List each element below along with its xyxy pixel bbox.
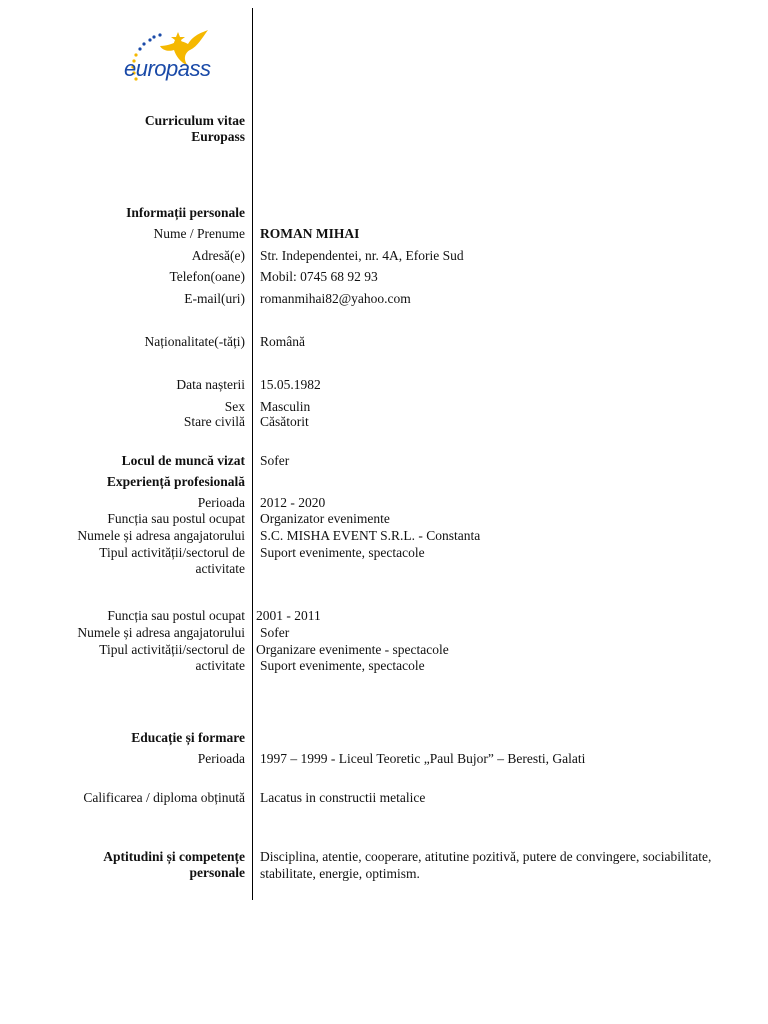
cv-title-line1: Curriculum vitae: [144, 113, 245, 128]
label-period-1: Perioada: [197, 495, 245, 510]
value-sex: Masculin: [260, 399, 311, 414]
label-skills-a: Aptitudini și competențe: [103, 849, 245, 864]
label-activity-2a: Tipul activității/sectorul de: [99, 642, 245, 657]
value-nationality: Română: [260, 334, 305, 349]
label-sex: Sex: [224, 399, 245, 414]
label-function-1: Funcția sau postul ocupat: [107, 511, 245, 526]
value-period-2: 2001 - 2011: [256, 608, 321, 623]
value-period-1: 2012 - 2020: [260, 495, 326, 510]
label-email: E-mail(uri): [184, 291, 245, 306]
value-line-3: Organizare evenimente - spectacole: [256, 642, 449, 657]
value-line-4: Suport evenimente, spectacole: [260, 658, 425, 673]
label-employer-2: Numele și adresa angajatorului: [77, 625, 245, 640]
value-name: ROMAN MIHAI: [260, 226, 360, 241]
label-activity-1b: activitate: [195, 561, 245, 576]
label-job: Locul de muncă vizat: [121, 453, 245, 468]
value-function-1: Organizator evenimente: [260, 511, 390, 526]
label-skills-b: personale: [189, 865, 245, 880]
section-heading-experience: Experiență profesională: [106, 474, 245, 489]
label-employer-1: Numele și adresa angajatorului: [77, 528, 245, 543]
value-phone: Mobil: 0745 68 92 93: [260, 269, 378, 284]
label-phone: Telefon(oane): [169, 269, 245, 284]
label-nationality: Naționalitate(-tăți): [144, 334, 245, 349]
value-edu-period: 1997 – 1999 - Liceul Teoretic „Paul Bujor” – Beresti, Galati: [260, 751, 586, 766]
wordmark-text: europass: [124, 56, 211, 81]
value-civil: Căsătorit: [260, 414, 309, 429]
value-address: Str. Independentei, nr. 4A, Eforie Sud: [260, 248, 464, 263]
label-birth: Data nașterii: [176, 377, 245, 392]
label-edu-period: Perioada: [197, 751, 245, 766]
europass-wordmark: [124, 56, 211, 82]
value-job: Sofer: [260, 453, 290, 468]
value-skills: Disciplina, atentie, cooperare, atitutine pozitivă, putere de convingere, sociabilitate, stabilitate, energie, optimism.: [260, 849, 712, 881]
value-qualification: Lacatus in constructii metalice: [260, 790, 426, 805]
label-name: Nume / Prenume: [153, 226, 245, 241]
label-address: Adresă(e): [191, 248, 245, 263]
label-civil: Stare civilă: [183, 414, 245, 429]
europass-logo: [118, 28, 236, 92]
value-line-2: Sofer: [260, 625, 290, 640]
value-employer-1: S.C. MISHA EVENT S.R.L. - Constanta: [260, 528, 481, 543]
label-function-2: Funcția sau postul ocupat: [107, 608, 245, 623]
value-email[interactable]: romanmihai82@yahoo.com: [260, 291, 411, 306]
section-heading-education: Educație și formare: [131, 730, 245, 745]
column-divider: [252, 8, 253, 900]
label-activity-2b: activitate: [195, 658, 245, 673]
value-activity-1: Suport evenimente, spectacole: [260, 545, 425, 560]
cv-title-line2: Europass: [191, 129, 245, 144]
value-birth: 15.05.1982: [260, 377, 321, 392]
label-qualification: Calificarea / diploma obținută: [83, 790, 245, 805]
label-activity-1a: Tipul activității/sectorul de: [99, 545, 245, 560]
section-heading-personal: Informații personale: [126, 205, 245, 220]
